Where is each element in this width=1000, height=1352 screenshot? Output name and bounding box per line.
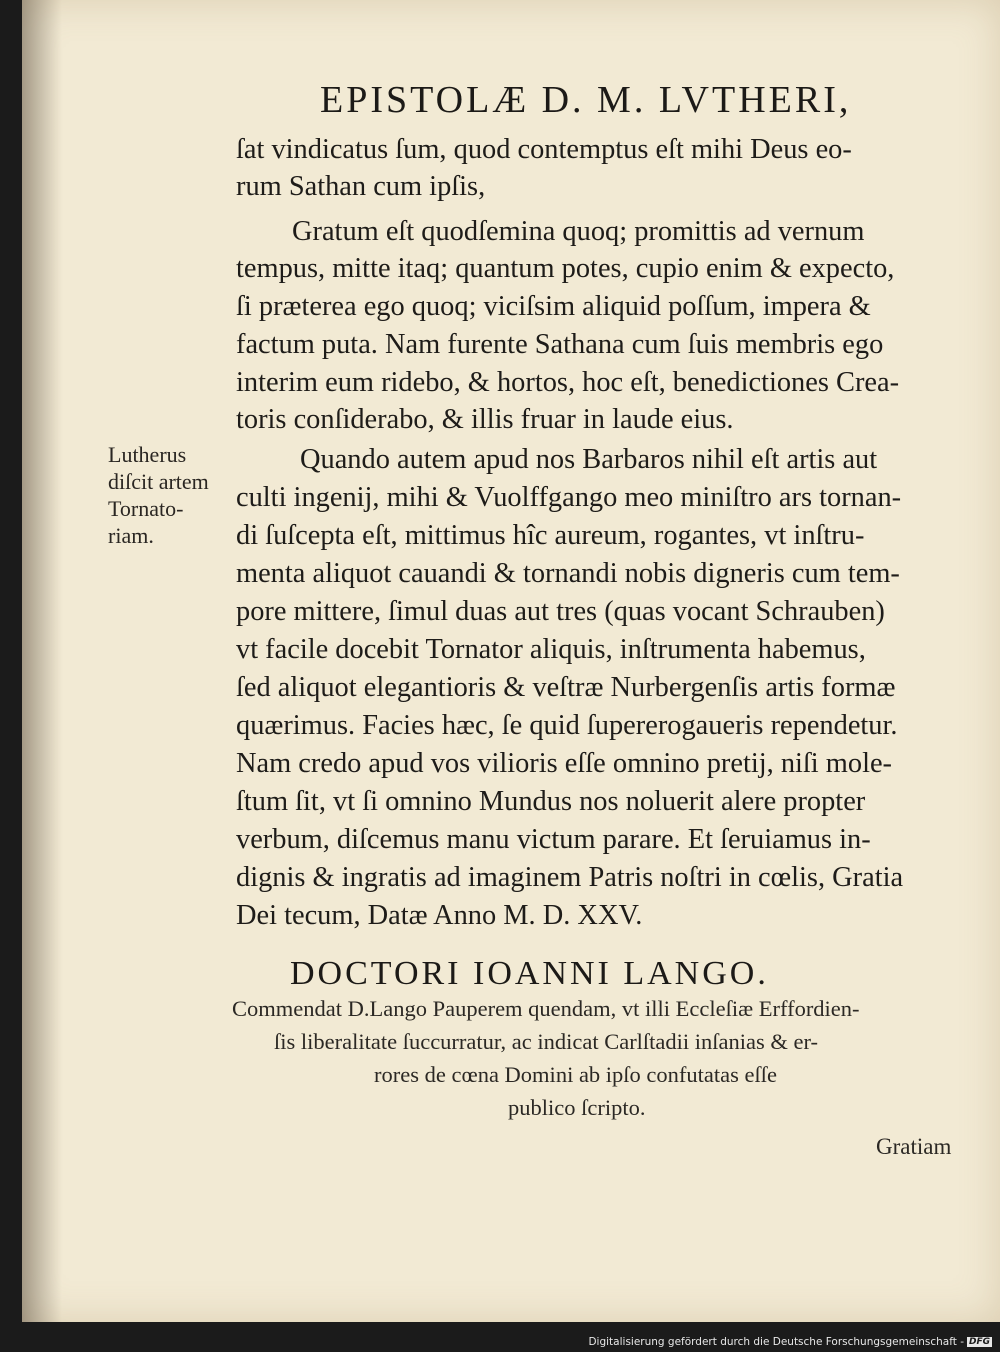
body-line: Nam credo apud vos vilioris eſſe omnino pretij, niſi mole-	[236, 748, 893, 779]
margin-note-line: Lutherus	[108, 442, 187, 467]
body-line: menta aliquot cauandi & tornandi nobis digneris cum tem-	[236, 558, 900, 589]
body-line: ſi præterea ego quoq; viciſsim aliquid poſſum, impera &	[236, 291, 871, 322]
body-line: Dei tecum, Datæ Anno M. D. XXV.	[236, 900, 643, 931]
body-line: quærimus. Facies hæc, ſe quid ſupererogaueris rependetur.	[236, 710, 898, 741]
body-line: culti ingenij, mihi & Vuolffgango meo miniſtro ars tornan-	[236, 482, 902, 513]
body-line: tempus, mitte itaq; quantum potes, cupio enim & expecto,	[236, 253, 895, 284]
catchword: Gratiam	[876, 1134, 952, 1159]
dfg-logo: DFG	[968, 1337, 990, 1347]
body-line: Quando autem apud nos Barbaros nihil eſt artis aut	[300, 444, 878, 475]
summary-line: rores de cœna Domini ab ipſo confutatas eſſe	[374, 1062, 777, 1087]
body-line: ſtum ſit, vt ſi omnino Mundus nos noluerit alere propter	[236, 786, 866, 817]
running-head: EPISTOLÆ D. M. LVTHERI,	[320, 79, 852, 121]
body-line: vt facile docebit Tornator aliquis, inſtrumenta habemus,	[236, 634, 866, 665]
body-line: di ſuſcepta eſt, mittimus hîc aureum, rogantes, vt inſtru-	[236, 520, 865, 551]
body-line: factum puta. Nam furente Sathana cum ſuis membris ego	[236, 329, 884, 360]
body-line: dignis & ingratis ad imaginem Patris noſtri in cœlis, Gratia	[236, 862, 904, 893]
summary-line: Commendat D.Lango Pauperem quendam, vt illi Eccleſiæ Erffordien-	[232, 996, 860, 1021]
body-line: pore mittere, ſimul duas aut tres (quas vocant Schrauben)	[236, 596, 885, 627]
body-line: interim eum ridebo, & hortos, hoc eſt, benedictiones Crea-	[236, 367, 900, 398]
body-line: ſed aliquot elegantioris & veſtræ Nurbergenſis artis formæ	[236, 672, 896, 703]
body-line: rum Sathan cum ipſis,	[236, 171, 486, 202]
margin-note-line: Tornato-	[108, 496, 184, 521]
digitization-credit	[588, 1336, 992, 1348]
body-line: toris conſiderabo, & illis fruar in laude eius.	[236, 404, 734, 435]
section-heading: DOCTORI IOANNI LANGO.	[290, 955, 769, 992]
margin-note-line: riam.	[108, 523, 154, 548]
body-line: ſat vindicatus ſum, quod contemptus eſt mihi Deus eo-	[236, 134, 852, 165]
summary-line: publico ſcripto.	[508, 1095, 646, 1120]
summary-line: ſis liberalitate ſuccurratur, ac indicat Carlſtadii inſanias & er-	[274, 1029, 819, 1054]
body-line: Gratum eſt quodſemina quoq; promittis ad vernum	[292, 216, 865, 247]
margin-note-line: diſcit artem	[108, 469, 209, 494]
page-gutter-shadow	[22, 0, 62, 1322]
credit-text: Digitalisierung gefördert durch die Deutsche Forschungsgemeinschaft -	[588, 1336, 964, 1348]
body-line: verbum, diſcemus manu victum parare. Et ſeruiamus in-	[236, 824, 871, 855]
